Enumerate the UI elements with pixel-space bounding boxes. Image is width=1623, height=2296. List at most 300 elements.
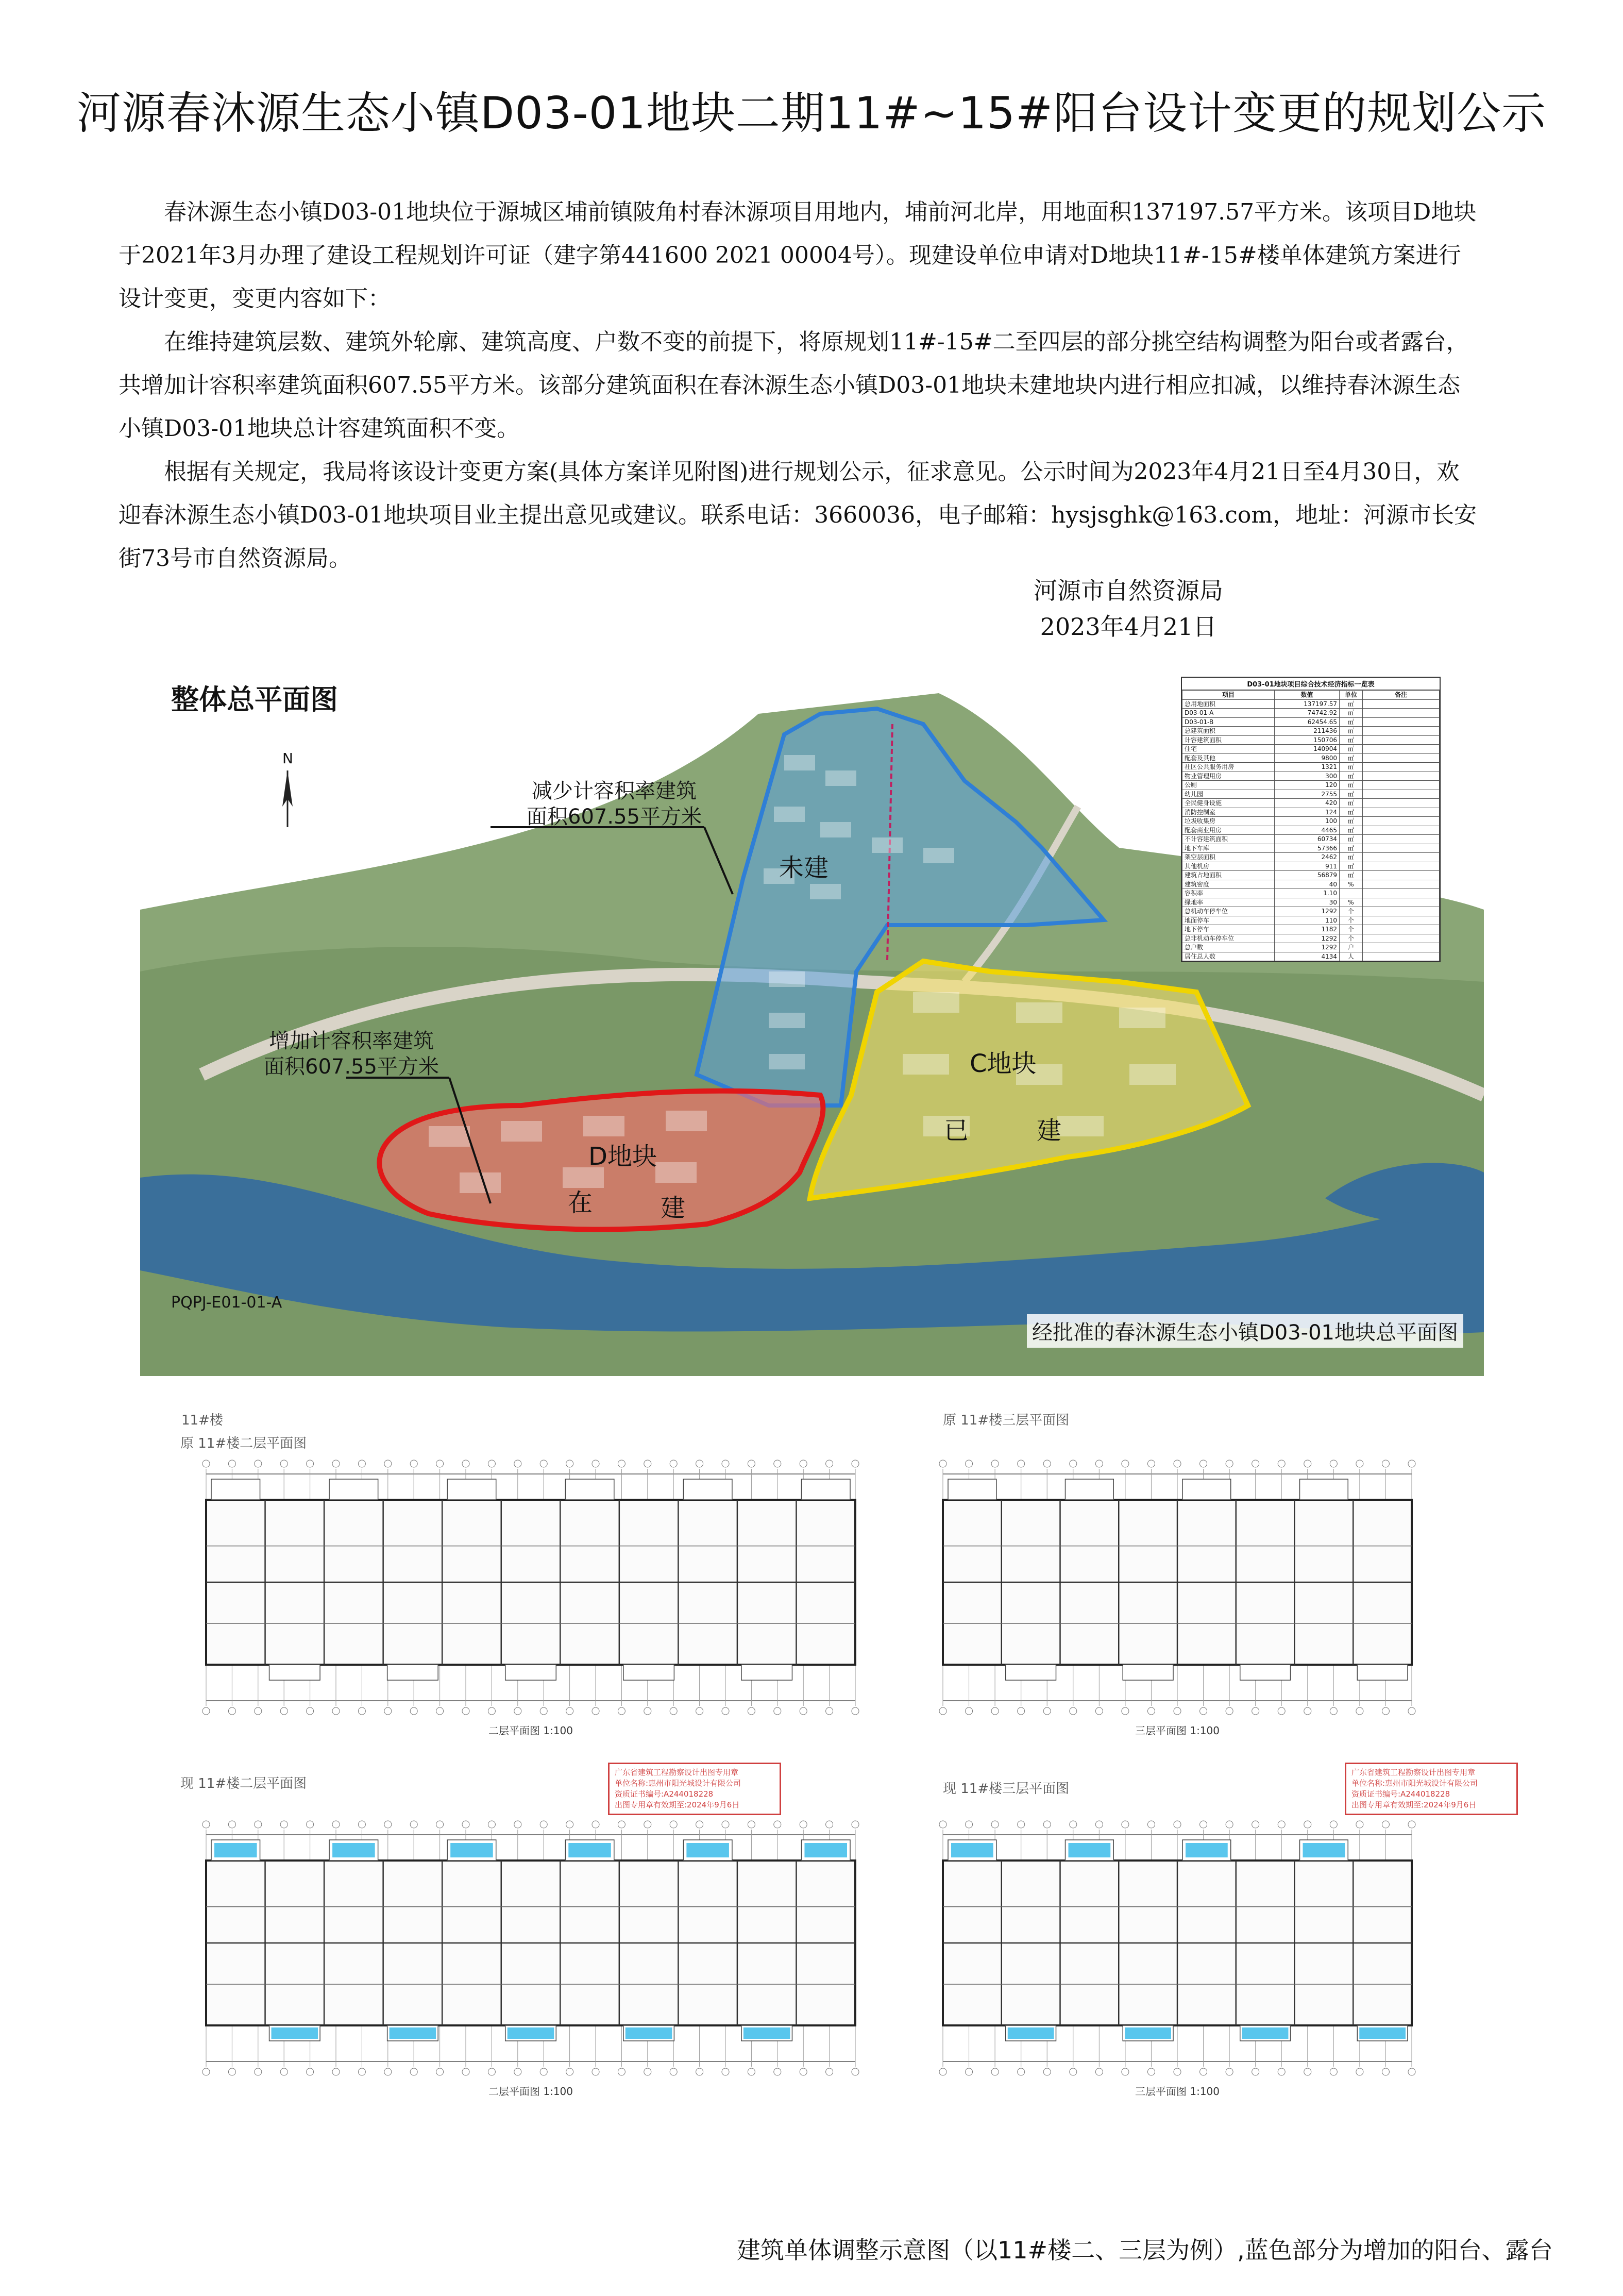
floor-plan-subtitle	[175, 2083, 886, 2098]
indicator-table-row	[1182, 772, 1440, 781]
axis-bubble	[1147, 1460, 1155, 1467]
drawing-code: PQPJ-E01-01-A	[171, 1294, 282, 1312]
axis-bubble	[1043, 2068, 1051, 2075]
building-block	[429, 1126, 470, 1147]
indicator-table-cell: 个	[1340, 907, 1363, 916]
indicator-table-cell: 4465	[1275, 826, 1340, 835]
indicator-table-cell	[1363, 735, 1440, 745]
indicator-table-cell: 地下停车	[1182, 925, 1275, 934]
floor-plan-subtitle	[175, 1722, 886, 1737]
floor-plan-drawing	[175, 1814, 886, 2082]
axis-bubble	[1018, 1460, 1025, 1467]
terrace	[1123, 1665, 1173, 1680]
axis-bubble	[774, 1707, 781, 1715]
indicator-table-cell	[1363, 717, 1440, 727]
indicator-table-row	[1182, 727, 1440, 736]
axis-bubble	[1330, 1821, 1337, 1828]
axis-bubble	[566, 1707, 573, 1715]
indicator-table-cell: ㎡	[1340, 753, 1363, 763]
indicator-table-cell	[1363, 862, 1440, 871]
added-balcony	[951, 1843, 993, 1857]
axis-bubble	[1226, 2068, 1233, 2075]
axis-bubble	[966, 1821, 973, 1828]
axis-bubble	[991, 1707, 999, 1715]
indicator-table-row	[1182, 781, 1440, 790]
callout-reduce-line-2: 面积607.55平方米	[527, 805, 702, 829]
added-terrace	[1008, 2027, 1054, 2039]
axis-bubble	[1095, 1460, 1103, 1467]
floor-plan-subtitle	[912, 2083, 1443, 2098]
indicator-table-title: D03-01地块项目综合技术经济指标一览表	[1182, 678, 1440, 690]
axis-bubble	[1278, 1821, 1285, 1828]
zone-unbuilt-label: 未建	[779, 853, 829, 882]
terrace	[1357, 1665, 1408, 1680]
indicator-table-cell: 总非机动车停车位	[1182, 934, 1275, 943]
indicator-table-cell: ㎡	[1340, 717, 1363, 727]
building-block	[820, 822, 851, 837]
added-terrace	[1125, 2027, 1171, 2039]
axis-bubble	[852, 1821, 859, 1828]
indicator-table-cell: ㎡	[1340, 835, 1363, 844]
axis-bubble	[202, 1821, 210, 1828]
axis-bubble	[991, 1821, 999, 1828]
axis-bubble	[1122, 1707, 1129, 1715]
subtitle-text: 三层平面图	[1135, 1724, 1187, 1737]
indicator-table-cell: 公厕	[1182, 781, 1275, 790]
building-block	[784, 755, 815, 770]
added-terrace	[1242, 2027, 1289, 2039]
axis-bubble	[1252, 1821, 1259, 1828]
axis-bubble	[826, 1821, 833, 1828]
indicator-table-cell: 57366	[1275, 844, 1340, 853]
axis-bubble	[255, 1707, 262, 1715]
building-block	[769, 971, 805, 987]
axis-bubble	[774, 1821, 781, 1828]
indicator-table-header	[1182, 691, 1440, 700]
axis-bubble	[1382, 1707, 1389, 1715]
indicator-table-row	[1182, 844, 1440, 853]
axis-bubble	[1356, 1460, 1363, 1467]
axis-bubble	[1122, 1821, 1129, 1828]
axis-bubble	[384, 1460, 392, 1467]
indicator-table-cell: 1182	[1275, 925, 1340, 934]
indicator-table-row	[1182, 862, 1440, 871]
axis-bubble	[307, 1707, 314, 1715]
axis-bubble	[696, 2068, 703, 2075]
indicator-table-row	[1182, 934, 1440, 943]
indicator-table-cell: 计容建筑面积	[1182, 735, 1275, 745]
floor-plan-drawing	[175, 1453, 886, 1721]
building-block	[501, 1121, 542, 1142]
indicator-table-row	[1182, 925, 1440, 934]
design-seal-stamp	[608, 1763, 781, 1815]
axis-bubble	[939, 1460, 946, 1467]
axis-bubble	[852, 2068, 859, 2075]
indicator-table-cell	[1363, 808, 1440, 817]
axis-bubble	[1330, 1460, 1337, 1467]
indicator-table-row	[1182, 871, 1440, 880]
indicator-table-cell: 1321	[1275, 763, 1340, 772]
zone-d-label: D地块	[588, 1142, 657, 1171]
indicator-table-row	[1182, 835, 1440, 844]
indicator-table-row	[1182, 763, 1440, 772]
axis-bubble	[202, 2068, 210, 2075]
axis-bubble	[384, 1821, 392, 1828]
axis-bubble	[1356, 1821, 1363, 1828]
stamp-line: 出图专用章有效期至:2024年9月6日	[1351, 1800, 1477, 1809]
indicator-table-cell: 56879	[1275, 871, 1340, 880]
added-balcony	[450, 1843, 493, 1857]
axis-bubble	[1043, 1707, 1051, 1715]
terrace	[269, 1665, 320, 1680]
indicator-table-cell: 消防控制室	[1182, 808, 1275, 817]
axis-bubble	[228, 1707, 235, 1715]
building-block	[774, 807, 805, 822]
indicator-table-cell	[1363, 844, 1440, 853]
axis-bubble	[1070, 1460, 1077, 1467]
building-block	[913, 992, 959, 1013]
indicator-table-cell	[1363, 763, 1440, 772]
indicator-table-body	[1182, 699, 1440, 961]
terrace	[1240, 1665, 1291, 1680]
added-balcony	[686, 1843, 729, 1857]
indicator-table-cell: 人	[1340, 952, 1363, 961]
axis-bubble	[670, 1707, 677, 1715]
indicator-table-cell: ㎡	[1340, 745, 1363, 754]
axis-bubble	[228, 1460, 235, 1467]
axis-bubble	[722, 2068, 729, 2075]
axis-bubble	[722, 1707, 729, 1715]
bay-window	[565, 1479, 614, 1500]
indicator-table-row	[1182, 717, 1440, 727]
axis-bubble	[1382, 1821, 1389, 1828]
bay-window	[683, 1479, 732, 1500]
axis-bubble	[255, 1821, 262, 1828]
indicator-table-cell: 住宅	[1182, 745, 1275, 754]
axis-bubble	[514, 1707, 521, 1715]
indicator-table-cell: 居住总人数	[1182, 952, 1275, 961]
added-balcony	[1303, 1843, 1345, 1857]
axis-bubble	[1252, 1707, 1259, 1715]
axis-bubble	[514, 1460, 521, 1467]
indicator-table-cell: 全民健身设施	[1182, 799, 1275, 808]
indicator-table-cell: 架空层面积	[1182, 853, 1275, 862]
indicator-table-cell: 建筑密度	[1182, 880, 1275, 889]
indicator-table-cell: 40	[1275, 880, 1340, 889]
axis-bubble	[280, 1707, 288, 1715]
axis-bubble	[1330, 2068, 1337, 2075]
axis-bubble	[592, 1821, 599, 1828]
axis-bubble	[566, 1821, 573, 1828]
indicator-table-header-cell: 单位	[1340, 691, 1363, 700]
indicator-table-cell: 总机动车停车位	[1182, 907, 1275, 916]
bay-window	[948, 1479, 996, 1500]
axis-bubble	[1043, 1460, 1051, 1467]
indicator-table-cell: 总户数	[1182, 943, 1275, 952]
building-label: 11#楼	[181, 1413, 223, 1428]
added-balcony	[1069, 1843, 1111, 1857]
bay-window	[329, 1479, 378, 1500]
indicator-table-cell: 150706	[1275, 735, 1340, 745]
indicator-table-cell: 配套及其他	[1182, 753, 1275, 763]
bay-window	[1066, 1479, 1114, 1500]
indicator-table	[1181, 677, 1441, 962]
terrace	[1006, 1665, 1056, 1680]
subtitle-scale: 1:100	[543, 1724, 573, 1737]
indicator-table-cell: 垃圾收集房	[1182, 817, 1275, 826]
axis-bubble	[255, 2068, 262, 2075]
indicator-table-cell: 个	[1340, 916, 1363, 925]
axis-bubble	[384, 1707, 392, 1715]
indicator-table-cell	[1363, 753, 1440, 763]
paragraph-2: 在维持建筑层数、建筑外轮廓、建筑高度、户数不变的前提下，将原规划11#-15#二至四层的部分挑空结构调整为阳台或者露台，共增加计容积率建筑面积607.55平方米。该部分建筑面积在春沐源生态小镇D03-01地块未建地块内进行相应扣减，以维持春沐源生态小镇D03-01地块总计容建筑面积不变。	[119, 329, 1469, 442]
indicator-table-cell: 110	[1275, 916, 1340, 925]
axis-bubble	[939, 1707, 946, 1715]
added-balcony	[568, 1843, 611, 1857]
indicator-table-cell: D03-01-A	[1182, 709, 1275, 718]
indicator-table-cell: %	[1340, 898, 1363, 907]
indicator-table-cell: 个	[1340, 925, 1363, 934]
floor-plan-drawing	[912, 1453, 1443, 1721]
indicator-table-cell: ㎡	[1340, 853, 1363, 862]
indicator-table-cell: 74742.92	[1275, 709, 1340, 718]
axis-bubble	[1278, 1460, 1285, 1467]
axis-bubble	[852, 1460, 859, 1467]
indicator-table-cell: ㎡	[1340, 790, 1363, 799]
indicator-table-cell: 420	[1275, 799, 1340, 808]
axis-bubble	[592, 2068, 599, 2075]
axis-bubble	[1122, 2068, 1129, 2075]
stamp-line: 资质证书编号:A244018228	[615, 1789, 714, 1799]
subtitle-text: 二层平面图	[488, 2085, 540, 2098]
indicator-table-row	[1182, 907, 1440, 916]
indicator-table-cell: 个	[1340, 934, 1363, 943]
axis-bubble	[1174, 1707, 1181, 1715]
axis-bubble	[939, 2068, 946, 2075]
axis-bubble	[800, 1821, 807, 1828]
indicator-table-cell: ㎡	[1340, 735, 1363, 745]
indicator-table-cell	[1340, 889, 1363, 898]
indicator-table-cell	[1363, 826, 1440, 835]
signature-org: 河源市自然资源局	[1034, 577, 1223, 605]
indicator-table-cell	[1363, 907, 1440, 916]
building-block	[1129, 1064, 1176, 1085]
axis-bubble	[800, 2068, 807, 2075]
subtitle-text: 三层平面图	[1135, 2085, 1187, 2098]
axis-bubble	[540, 1707, 547, 1715]
added-terrace	[1359, 2027, 1406, 2039]
indicator-table-row	[1182, 709, 1440, 718]
callout-add	[248, 1028, 454, 1080]
axis-bubble	[670, 2068, 677, 2075]
indicator-table-cell: ㎡	[1340, 772, 1363, 781]
axis-bubble	[1070, 1707, 1077, 1715]
orig-2f-label: 原 11#楼二层平面图	[180, 1436, 307, 1451]
indicator-table-cell: 300	[1275, 772, 1340, 781]
axis-bubble	[592, 1460, 599, 1467]
indicator-table-cell	[1363, 934, 1440, 943]
callout-reduce-line-1: 减少计容积率建筑	[532, 779, 697, 803]
axis-bubble	[1226, 1707, 1233, 1715]
axis-bubble	[202, 1460, 210, 1467]
indicator-table-cell: 911	[1275, 862, 1340, 871]
axis-bubble	[1408, 2068, 1415, 2075]
building-block	[872, 837, 903, 853]
floor-plan-subtitle	[912, 1722, 1443, 1737]
building-block	[825, 770, 856, 786]
indicator-table-header-cell: 备注	[1363, 691, 1440, 700]
building-block	[666, 1111, 707, 1131]
stamp-line: 广东省建筑工程勘察设计出图专用章	[1351, 1768, 1476, 1777]
axis-bubble	[618, 1707, 625, 1715]
axis-bubble	[488, 1707, 495, 1715]
building-block	[460, 1172, 501, 1193]
indicator-table-cell	[1363, 952, 1440, 961]
indicator-table-cell	[1363, 853, 1440, 862]
indicator-table-cell: ㎡	[1340, 781, 1363, 790]
indicator-table-cell	[1363, 916, 1440, 925]
axis-bubble	[462, 1460, 469, 1467]
indicator-table-cell: 2755	[1275, 790, 1340, 799]
axis-bubble	[991, 1460, 999, 1467]
building-block	[1119, 1008, 1165, 1028]
axis-bubble	[966, 1460, 973, 1467]
axis-bubble	[1095, 1707, 1103, 1715]
axis-bubble	[1147, 2068, 1155, 2075]
callout-add-line-2: 面积607.55平方米	[264, 1055, 439, 1079]
axis-bubble	[1018, 1821, 1025, 1828]
new-3f-label: 现 11#楼三层平面图	[943, 1781, 1070, 1797]
axis-bubble	[852, 1707, 859, 1715]
site-plan-caption: 经批准的春沐源生态小镇D03-01地块总平面图	[1027, 1314, 1463, 1348]
design-seal-stamp	[1345, 1763, 1518, 1815]
indicator-table-row	[1182, 916, 1440, 925]
indicator-table-cell: 地面停车	[1182, 916, 1275, 925]
indicator-table-row	[1182, 790, 1440, 799]
indicator-table-cell: 211436	[1275, 727, 1340, 736]
axis-bubble	[307, 2068, 314, 2075]
indicator-table-cell	[1363, 799, 1440, 808]
added-terrace	[508, 2027, 554, 2039]
axis-bubble	[1252, 1460, 1259, 1467]
axis-bubble	[696, 1707, 703, 1715]
axis-bubble	[696, 1460, 703, 1467]
axis-bubble	[1304, 1460, 1311, 1467]
axis-bubble	[618, 1821, 625, 1828]
indicator-table-cell: ㎡	[1340, 862, 1363, 871]
indicator-table-cell: 4134	[1275, 952, 1340, 961]
axis-bubble	[488, 2068, 495, 2075]
indicator-table-cell: 建筑占地面积	[1182, 871, 1275, 880]
subtitle-scale: 1:100	[1190, 2085, 1220, 2098]
axis-bubble	[670, 1460, 677, 1467]
axis-bubble	[436, 1460, 444, 1467]
indicator-table-cell	[1363, 772, 1440, 781]
building-block	[655, 1162, 697, 1183]
axis-bubble	[1200, 1821, 1207, 1828]
axis-bubble	[748, 1460, 755, 1467]
axis-bubble	[332, 1460, 340, 1467]
indicator-table-cell: ㎡	[1340, 871, 1363, 880]
terrace	[387, 1665, 438, 1680]
building-block	[583, 1116, 624, 1136]
axis-bubble	[1278, 1707, 1285, 1715]
axis-bubble	[436, 2068, 444, 2075]
indicator-table-cell: 社区公共服务用房	[1182, 763, 1275, 772]
floor-plan-new-2f	[175, 1814, 886, 2103]
axis-bubble	[618, 2068, 625, 2075]
indicator-table-cell	[1363, 898, 1440, 907]
indicator-table-cell: 9800	[1275, 753, 1340, 763]
axis-bubble	[722, 1821, 729, 1828]
indicator-table-cell	[1363, 889, 1440, 898]
axis-bubble	[488, 1460, 495, 1467]
bay-window	[1182, 1479, 1231, 1500]
zone-c-status-2: 建	[1037, 1116, 1062, 1145]
axis-bubble	[307, 1460, 314, 1467]
axis-bubble	[462, 2068, 469, 2075]
building-block	[1016, 1002, 1062, 1023]
added-terrace	[625, 2027, 672, 2039]
callout-add-line-1: 增加计容积率建筑	[269, 1029, 434, 1053]
added-terrace	[390, 2027, 436, 2039]
axis-bubble	[1304, 2068, 1311, 2075]
axis-bubble	[462, 1707, 469, 1715]
indicator-table-cell	[1363, 817, 1440, 826]
axis-bubble	[436, 1821, 444, 1828]
axis-bubble	[1200, 1460, 1207, 1467]
building-block	[923, 848, 954, 863]
axis-bubble	[1330, 1707, 1337, 1715]
axis-bubble	[540, 1460, 547, 1467]
bottom-caption: 建筑单体调整示意图（以11#楼二、三层为例）,蓝色部分为增加的阳台、露台	[737, 2236, 1553, 2264]
axis-bubble	[800, 1707, 807, 1715]
indicator-table-cell	[1363, 835, 1440, 844]
axis-bubble	[1147, 1707, 1155, 1715]
axis-bubble	[332, 2068, 340, 2075]
axis-bubble	[280, 1821, 288, 1828]
axis-bubble	[800, 1460, 807, 1467]
building-block	[1057, 1116, 1104, 1136]
indicator-table-row	[1182, 889, 1440, 898]
axis-bubble	[1200, 1707, 1207, 1715]
indicator-table-cell: ㎡	[1340, 709, 1363, 718]
axis-bubble	[410, 1707, 417, 1715]
indicator-table-row	[1182, 826, 1440, 835]
indicator-table-cell: 100	[1275, 817, 1340, 826]
axis-bubble	[462, 1821, 469, 1828]
axis-bubble	[410, 1821, 417, 1828]
axis-bubble	[618, 1460, 625, 1467]
indicator-table-cell	[1363, 871, 1440, 880]
indicator-table-cell: 1.10	[1275, 889, 1340, 898]
axis-bubble	[826, 2068, 833, 2075]
axis-bubble	[1252, 2068, 1259, 2075]
indicator-table-row	[1182, 735, 1440, 745]
axis-bubble	[722, 1460, 729, 1467]
axis-bubble	[774, 2068, 781, 2075]
subtitle-scale: 1:100	[543, 2085, 573, 2098]
added-terrace	[743, 2027, 790, 2039]
axis-bubble	[1070, 2068, 1077, 2075]
indicator-table-cell: 绿地率	[1182, 898, 1275, 907]
axis-bubble	[966, 1707, 973, 1715]
axis-bubble	[1356, 1707, 1363, 1715]
axis-bubble	[1095, 1821, 1103, 1828]
bay-window	[801, 1479, 850, 1500]
site-plan-heading: 整体总平面图	[171, 683, 338, 716]
indicator-table-cell: 2462	[1275, 853, 1340, 862]
